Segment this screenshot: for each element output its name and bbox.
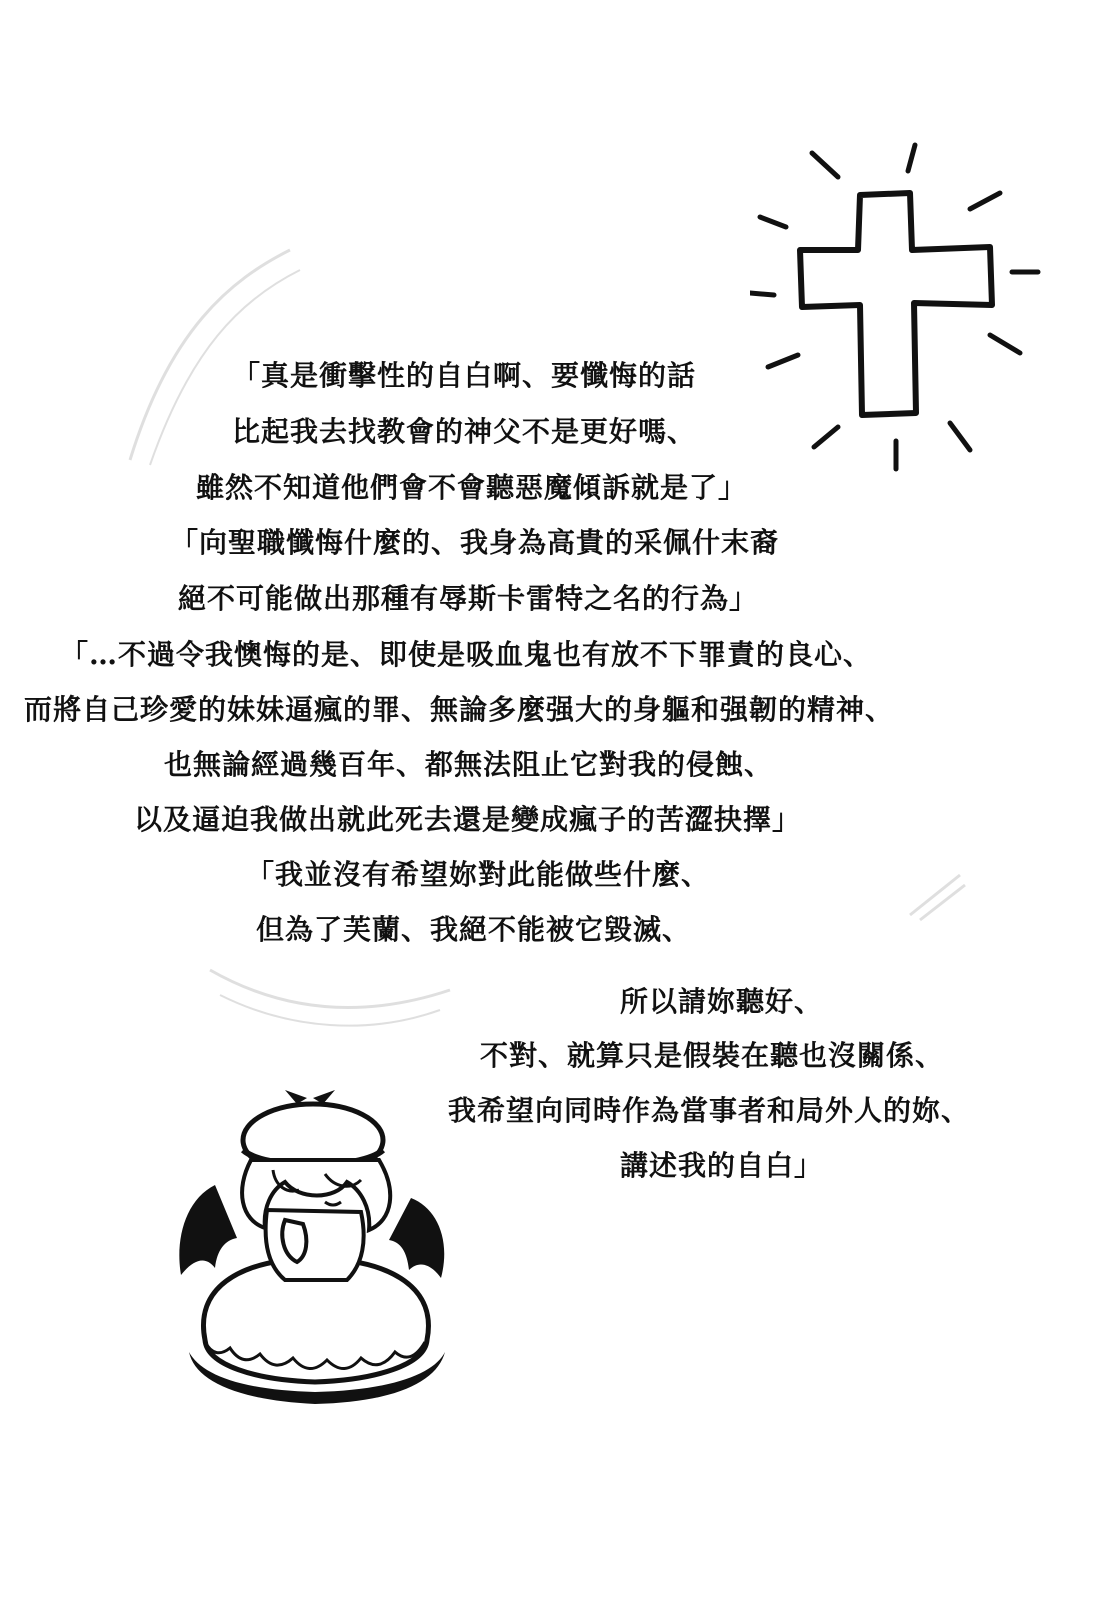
dialogue-line: 但為了芙蘭、我絕不能被它毀滅、 [256,913,692,946]
dialogue-line: 以及逼迫我做出就此死去還是變成瘋子的苦澀抉擇」 [134,803,802,836]
dialogue-line: 不對、就算只是假裝在聽也沒關係、 [480,1039,945,1072]
dialogue-line: 所以請妳聽好、 [620,985,824,1018]
dialogue-line: 而將自己珍愛的妹妹逼瘋的罪、無論多麼强大的身軀和强韌的精神、 [24,693,895,726]
dialogue-line: 我希望向同時作為當事者和局外人的妳、 [448,1094,971,1127]
dialogue-line: 「我並沒有希望妳對此能做些什麼、 [246,858,711,891]
faint-sketch-mark [900,865,970,925]
dialogue-line: 「向聖職懺悔什麼的、我身為高貴的采佩什末裔 [170,526,780,559]
dialogue-line: 雖然不知道他們會不會聽惡魔傾訴就是了」 [196,471,748,504]
dialogue-line: 絕不可能做出那種有辱斯卡雷特之名的行為」 [178,582,759,615]
dialogue-line: 講述我的自白」 [620,1149,824,1182]
faint-sketch-mark [200,950,460,1040]
dialogue-line: 比起我去找教會的神父不是更好嗎、 [232,415,697,448]
dialogue-line: 「真是衝擊性的自白啊、要懺悔的話 [232,359,697,392]
dialogue-line: 「…不過令我懊悔的是、即使是吸血鬼也有放不下罪責的良心、 [60,638,873,671]
cross-icon [750,135,1050,495]
dialogue-line: 也無論經過幾百年、都無法阻止它對我的侵蝕、 [164,748,774,781]
praying-vampire-chibi [175,1090,455,1420]
